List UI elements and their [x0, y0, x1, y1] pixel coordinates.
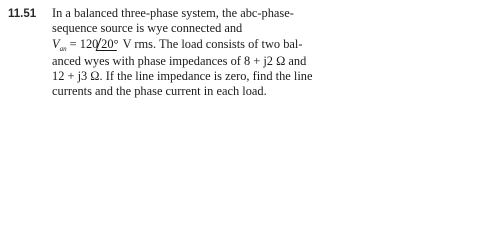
problem-line-4: anced wyes with phase impedances of 8 + j2 Ω and	[52, 53, 307, 68]
problem-line-2: sequence source is wye connected and	[52, 21, 243, 36]
voltage-subscript: an	[59, 44, 67, 53]
problem-line-6: currents and the phase current in each load.	[52, 84, 267, 99]
voltage-symbol: V	[52, 36, 60, 51]
problem-number: 11.51	[8, 8, 37, 20]
problem-line-1: In a balanced three-phase system, the abc-phase-	[52, 6, 294, 20]
phase-angle-value: 20°	[101, 36, 119, 51]
problem-line-5: 12 + j3 Ω. If the line impedance is zero, find the line	[52, 69, 313, 84]
problem-text	[52, 6, 462, 100]
voltage-equals: = 120	[66, 36, 99, 51]
phase-angle	[96, 38, 122, 51]
problem-line-3	[52, 37, 462, 54]
problem-line-3-rest: V rms. The load consists of two bal-	[119, 36, 303, 51]
